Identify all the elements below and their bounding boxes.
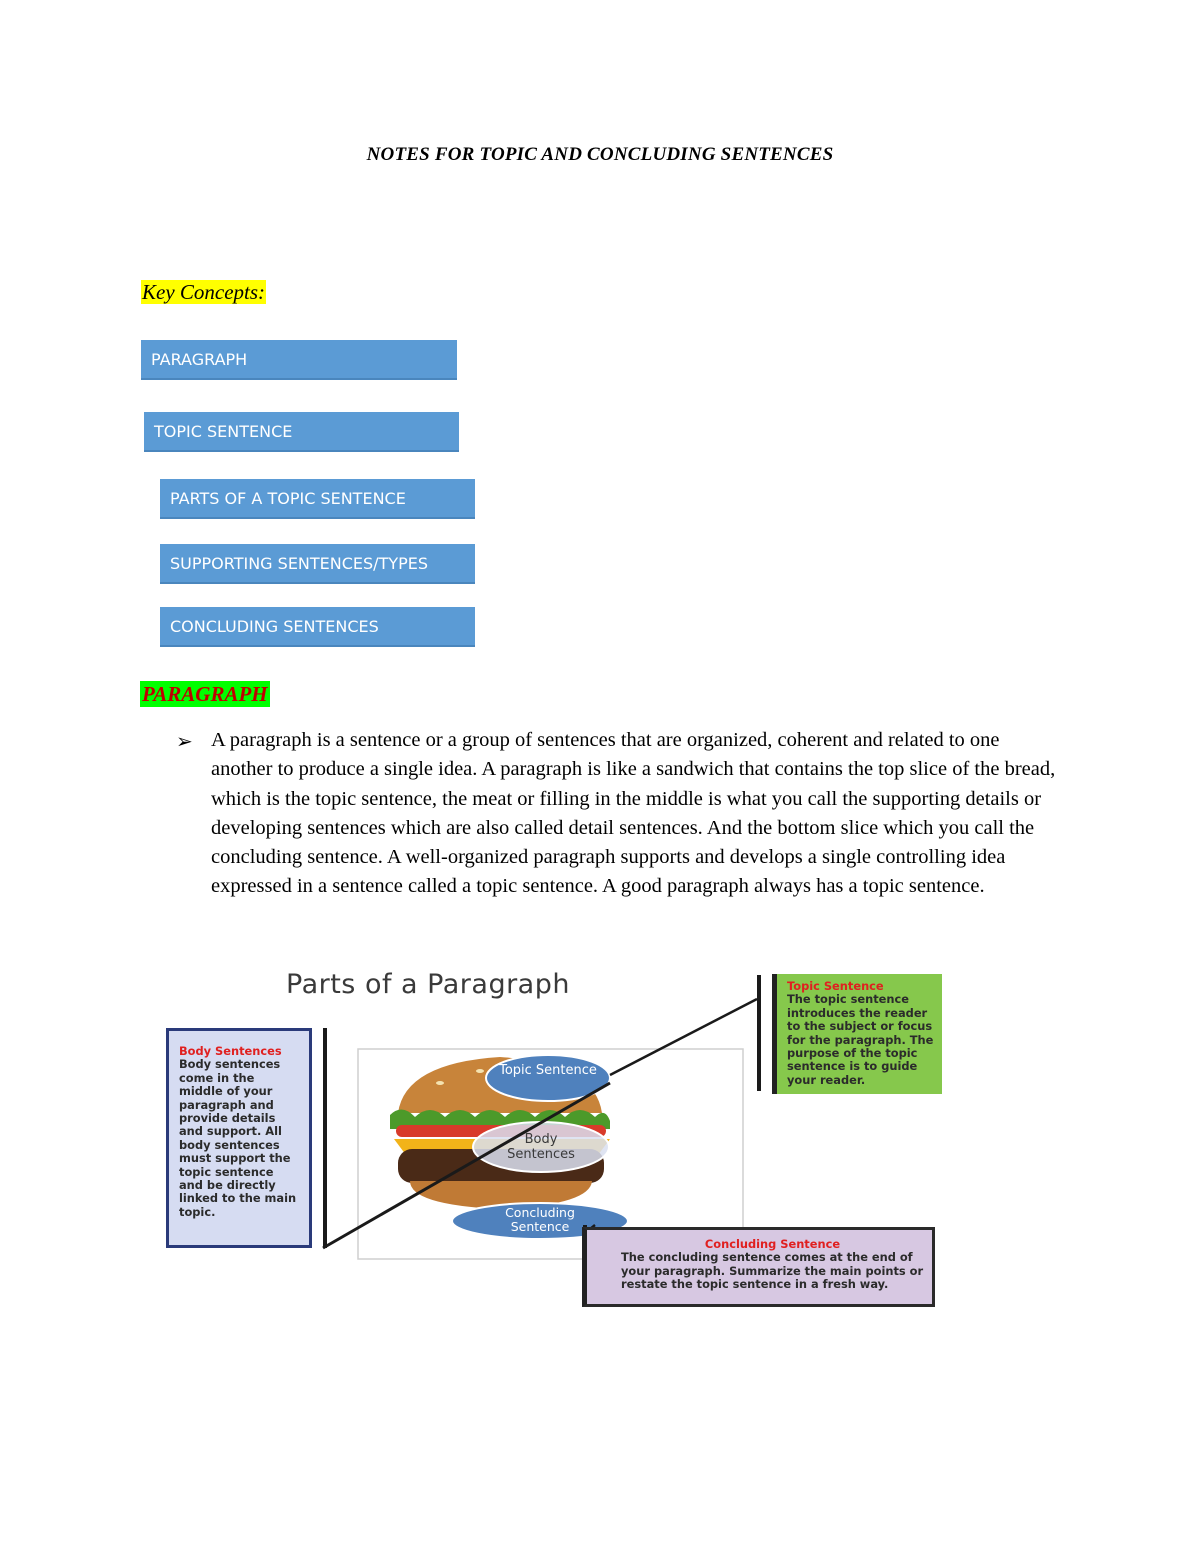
topic-callout-heading: Topic Sentence — [787, 979, 884, 993]
concept-paragraph: PARAGRAPH — [141, 340, 457, 380]
arrow-bullet-icon: ➢ — [176, 731, 193, 753]
topic-bracket-bar — [757, 975, 761, 1091]
parts-of-paragraph-figure — [140, 943, 950, 1323]
body-bracket-bar — [323, 1028, 327, 1248]
concept-concluding-sentences: CONCLUDING SENTENCES — [160, 607, 475, 647]
body-callout-heading: Body Sentences — [179, 1044, 282, 1058]
concept-supporting-sentences: SUPPORTING SENTENCES/TYPES — [160, 544, 475, 584]
section-heading-paragraph: PARAGRAPH — [142, 682, 268, 706]
body-sentences-callout — [166, 1028, 312, 1248]
concluding-callout-text: The concluding sentence comes at the end of your paragraph. Summarize the main points or restate the topic sentence in a fresh way. — [621, 1250, 924, 1292]
body-callout-text: Body sentences come in the middle of your paragraph and provide details and support. All body sentences must support the topic sentence and be directly linked to the main topic. — [179, 1057, 297, 1219]
key-concepts-label: Key Concepts: — [142, 280, 266, 304]
paragraph-definition: A paragraph is a sentence or a group of sentences that are organized, coherent and related to one another to produce a single idea. A paragraph is like a sandwich that contains the top slice of the bread, which is the topic sentence, the meat or filling in the middle is what you call the supporting details or developing sentences which are also called detail sentences. And the bottom slice which you call the concluding sentence. A well-organized paragraph supports and develops a single controlling idea expressed in a sentence called a topic sentence. A good paragraph always has a topic sentence. — [211, 729, 1056, 898]
topic-callout-text: The topic sentence introduces the reader to the subject or focus for the paragraph. The purpose of the topic sentence is to guide your reader. — [787, 992, 934, 1087]
concept-topic-sentence: TOPIC SENTENCE — [144, 412, 459, 452]
concept-parts-of-topic-sentence: PARTS OF A TOPIC SENTENCE — [160, 479, 475, 519]
document-title: NOTES FOR TOPIC AND CONCLUDING SENTENCES — [366, 144, 834, 165]
topic-sentence-callout — [772, 974, 942, 1094]
concluding-ellipse-label: Concluding Sentence — [505, 1205, 575, 1234]
concluding-sentence-callout — [582, 1227, 935, 1307]
concluding-callout-heading: Concluding Sentence — [704, 1237, 841, 1251]
figure-title: Parts of a Paragraph — [286, 969, 570, 1000]
topic-ellipse-label: Topic Sentence — [499, 1063, 597, 1078]
body-ellipse-label: Body Sentences — [507, 1132, 575, 1162]
